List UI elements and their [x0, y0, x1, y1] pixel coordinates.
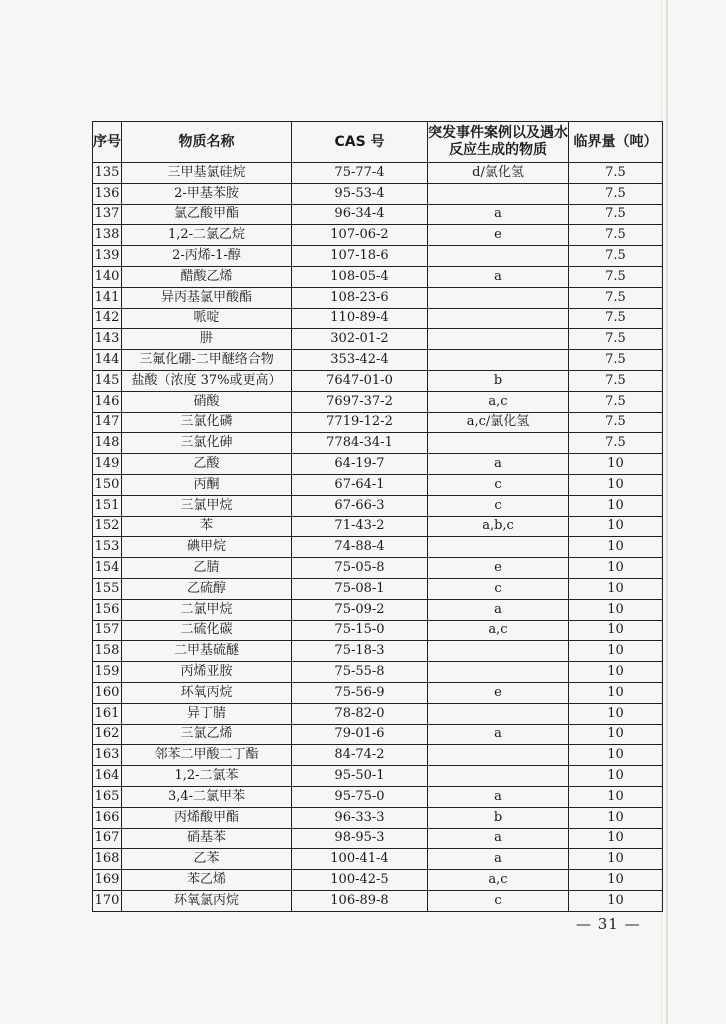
cell-serial-number: 167 — [93, 828, 122, 849]
cell-serial-number: 144 — [93, 350, 122, 371]
cell-cas-number: 95-50-1 — [292, 766, 428, 787]
cell-substance-name: 乙苯 — [122, 849, 292, 870]
page-edge-line — [666, 0, 668, 1024]
cell-cas-number: 75-05-8 — [292, 558, 428, 579]
cell-critical-quantity: 10 — [569, 537, 663, 558]
table-row — [93, 682, 663, 703]
cell-substance-name: 肼 — [122, 329, 292, 350]
cell-incident-case — [428, 433, 569, 454]
cell-critical-quantity: 10 — [569, 454, 663, 475]
cell-incident-case: a,c — [428, 620, 569, 641]
cell-critical-quantity: 10 — [569, 495, 663, 516]
cell-serial-number: 157 — [93, 620, 122, 641]
cell-serial-number: 159 — [93, 662, 122, 683]
cell-cas-number: 100-42-5 — [292, 870, 428, 891]
cell-critical-quantity: 10 — [569, 558, 663, 579]
cell-cas-number: 98-95-3 — [292, 828, 428, 849]
cell-incident-case — [428, 329, 569, 350]
hazardous-substances-table — [92, 121, 663, 912]
cell-serial-number: 135 — [93, 163, 122, 184]
cell-cas-number: 100-41-4 — [292, 849, 428, 870]
cell-incident-case: a — [428, 828, 569, 849]
cell-substance-name: 丙酮 — [122, 474, 292, 495]
cell-substance-name: 三氯乙烯 — [122, 724, 292, 745]
cell-cas-number: 7719-12-2 — [292, 412, 428, 433]
cell-serial-number: 139 — [93, 246, 122, 267]
header-serial-number: 序号 — [93, 122, 122, 163]
table-row — [93, 870, 663, 891]
table-row — [93, 370, 663, 391]
table-row — [93, 287, 663, 308]
header-cas-number: CAS 号 — [292, 122, 428, 163]
cell-incident-case: e — [428, 225, 569, 246]
table-row — [93, 183, 663, 204]
cell-substance-name: 醋酸乙烯 — [122, 266, 292, 287]
cell-substance-name: 三甲基氯硅烷 — [122, 163, 292, 184]
cell-substance-name: 三氯甲烷 — [122, 495, 292, 516]
cell-cas-number: 95-75-0 — [292, 786, 428, 807]
table-row — [93, 204, 663, 225]
cell-substance-name: 乙腈 — [122, 558, 292, 579]
cell-cas-number: 75-56-9 — [292, 682, 428, 703]
cell-cas-number: 108-23-6 — [292, 287, 428, 308]
table-row — [93, 350, 663, 371]
table-row — [93, 745, 663, 766]
cell-cas-number: 7697-37-2 — [292, 391, 428, 412]
table-row — [93, 246, 663, 267]
table-header-row — [93, 122, 663, 163]
cell-serial-number: 151 — [93, 495, 122, 516]
cell-serial-number: 162 — [93, 724, 122, 745]
cell-incident-case — [428, 537, 569, 558]
cell-critical-quantity: 7.5 — [569, 433, 663, 454]
table-row — [93, 266, 663, 287]
cell-substance-name: 异丙基氯甲酸酯 — [122, 287, 292, 308]
cell-substance-name: 二硫化碳 — [122, 620, 292, 641]
cell-incident-case — [428, 703, 569, 724]
cell-substance-name: 乙酸 — [122, 454, 292, 475]
cell-serial-number: 155 — [93, 578, 122, 599]
cell-substance-name: 乙硫醇 — [122, 578, 292, 599]
table-row — [93, 454, 663, 475]
cell-incident-case — [428, 308, 569, 329]
table-row — [93, 807, 663, 828]
cell-critical-quantity: 10 — [569, 786, 663, 807]
cell-cas-number: 67-64-1 — [292, 474, 428, 495]
cell-incident-case — [428, 350, 569, 371]
cell-substance-name: 3,4-二氯甲苯 — [122, 786, 292, 807]
cell-serial-number: 137 — [93, 204, 122, 225]
table-row — [93, 329, 663, 350]
cell-incident-case: a,c/氯化氢 — [428, 412, 569, 433]
cell-serial-number: 138 — [93, 225, 122, 246]
cell-incident-case: d/氯化氢 — [428, 163, 569, 184]
cell-critical-quantity: 10 — [569, 849, 663, 870]
cell-cas-number: 74-88-4 — [292, 537, 428, 558]
cell-cas-number: 75-77-4 — [292, 163, 428, 184]
cell-cas-number: 353-42-4 — [292, 350, 428, 371]
table-row — [93, 599, 663, 620]
cell-incident-case: a,b,c — [428, 516, 569, 537]
cell-serial-number: 149 — [93, 454, 122, 475]
cell-critical-quantity: 10 — [569, 828, 663, 849]
cell-cas-number: 64-19-7 — [292, 454, 428, 475]
cell-critical-quantity: 10 — [569, 578, 663, 599]
cell-cas-number: 106-89-8 — [292, 890, 428, 911]
cell-cas-number: 107-06-2 — [292, 225, 428, 246]
cell-critical-quantity: 7.5 — [569, 163, 663, 184]
cell-cas-number: 75-55-8 — [292, 662, 428, 683]
cell-incident-case: e — [428, 558, 569, 579]
cell-substance-name: 环氧氯丙烷 — [122, 890, 292, 911]
table-row — [93, 495, 663, 516]
table-row — [93, 578, 663, 599]
table-row — [93, 641, 663, 662]
cell-critical-quantity: 10 — [569, 745, 663, 766]
cell-incident-case: a — [428, 786, 569, 807]
table-row — [93, 537, 663, 558]
cell-critical-quantity: 10 — [569, 766, 663, 787]
cell-incident-case: c — [428, 495, 569, 516]
cell-cas-number: 67-66-3 — [292, 495, 428, 516]
cell-serial-number: 152 — [93, 516, 122, 537]
cell-serial-number: 136 — [93, 183, 122, 204]
cell-serial-number: 168 — [93, 849, 122, 870]
cell-serial-number: 161 — [93, 703, 122, 724]
cell-substance-name: 2-甲基苯胺 — [122, 183, 292, 204]
cell-cas-number: 75-15-0 — [292, 620, 428, 641]
cell-cas-number: 84-74-2 — [292, 745, 428, 766]
cell-critical-quantity: 10 — [569, 641, 663, 662]
cell-cas-number: 108-05-4 — [292, 266, 428, 287]
cell-incident-case: c — [428, 890, 569, 911]
cell-critical-quantity: 10 — [569, 724, 663, 745]
cell-substance-name: 硝酸 — [122, 391, 292, 412]
table-row — [93, 474, 663, 495]
table-row — [93, 225, 663, 246]
cell-incident-case — [428, 766, 569, 787]
cell-cas-number: 7784-34-1 — [292, 433, 428, 454]
cell-cas-number: 75-18-3 — [292, 641, 428, 662]
cell-cas-number: 71-43-2 — [292, 516, 428, 537]
cell-cas-number: 95-53-4 — [292, 183, 428, 204]
cell-incident-case: a — [428, 204, 569, 225]
cell-critical-quantity: 7.5 — [569, 329, 663, 350]
cell-critical-quantity: 10 — [569, 620, 663, 641]
cell-incident-case: a — [428, 599, 569, 620]
cell-substance-name: 氯乙酸甲酯 — [122, 204, 292, 225]
table-row — [93, 558, 663, 579]
cell-substance-name: 盐酸（浓度 37%或更高） — [122, 370, 292, 391]
cell-critical-quantity: 7.5 — [569, 287, 663, 308]
cell-substance-name: 丙烯酸甲酯 — [122, 807, 292, 828]
cell-serial-number: 142 — [93, 308, 122, 329]
table-row — [93, 516, 663, 537]
cell-serial-number: 169 — [93, 870, 122, 891]
header-critical-quantity: 临界量（吨） — [569, 122, 663, 163]
cell-critical-quantity: 10 — [569, 870, 663, 891]
cell-incident-case: b — [428, 807, 569, 828]
cell-incident-case — [428, 246, 569, 267]
cell-critical-quantity: 7.5 — [569, 412, 663, 433]
cell-serial-number: 164 — [93, 766, 122, 787]
cell-cas-number: 110-89-4 — [292, 308, 428, 329]
cell-incident-case — [428, 745, 569, 766]
cell-substance-name: 环氧丙烷 — [122, 682, 292, 703]
cell-substance-name: 1,2-二氯乙烷 — [122, 225, 292, 246]
cell-cas-number: 7647-01-0 — [292, 370, 428, 391]
cell-substance-name: 苯 — [122, 516, 292, 537]
header-incident-cases: 突发事件案例以及遇水反应生成的物质 — [428, 122, 569, 163]
cell-substance-name: 碘甲烷 — [122, 537, 292, 558]
cell-serial-number: 170 — [93, 890, 122, 911]
table-row — [93, 391, 663, 412]
cell-critical-quantity: 7.5 — [569, 370, 663, 391]
cell-serial-number: 160 — [93, 682, 122, 703]
cell-cas-number: 96-34-4 — [292, 204, 428, 225]
cell-critical-quantity: 7.5 — [569, 225, 663, 246]
cell-cas-number: 79-01-6 — [292, 724, 428, 745]
cell-cas-number: 96-33-3 — [292, 807, 428, 828]
table-row — [93, 620, 663, 641]
table-row — [93, 163, 663, 184]
cell-critical-quantity: 7.5 — [569, 266, 663, 287]
cell-incident-case — [428, 641, 569, 662]
cell-substance-name: 二甲基硫醚 — [122, 641, 292, 662]
cell-cas-number: 75-09-2 — [292, 599, 428, 620]
cell-serial-number: 148 — [93, 433, 122, 454]
cell-critical-quantity: 10 — [569, 807, 663, 828]
cell-critical-quantity: 7.5 — [569, 391, 663, 412]
page-number: — 31 — — [576, 915, 641, 933]
cell-substance-name: 三氯化砷 — [122, 433, 292, 454]
header-substance-name: 物质名称 — [122, 122, 292, 163]
cell-incident-case: c — [428, 474, 569, 495]
table-row — [93, 308, 663, 329]
cell-serial-number: 165 — [93, 786, 122, 807]
table-row — [93, 786, 663, 807]
cell-critical-quantity: 10 — [569, 682, 663, 703]
cell-critical-quantity: 7.5 — [569, 204, 663, 225]
cell-substance-name: 苯乙烯 — [122, 870, 292, 891]
cell-critical-quantity: 7.5 — [569, 246, 663, 267]
cell-serial-number: 153 — [93, 537, 122, 558]
cell-critical-quantity: 7.5 — [569, 183, 663, 204]
cell-incident-case: e — [428, 682, 569, 703]
cell-substance-name: 邻苯二甲酸二丁酯 — [122, 745, 292, 766]
cell-serial-number: 150 — [93, 474, 122, 495]
cell-serial-number: 154 — [93, 558, 122, 579]
table-row — [93, 724, 663, 745]
cell-incident-case: a — [428, 266, 569, 287]
table-row — [93, 766, 663, 787]
cell-critical-quantity: 10 — [569, 474, 663, 495]
cell-substance-name: 三氟化硼-二甲醚络合物 — [122, 350, 292, 371]
cell-incident-case: a,c — [428, 391, 569, 412]
table-row — [93, 662, 663, 683]
cell-critical-quantity: 10 — [569, 662, 663, 683]
cell-incident-case: a — [428, 849, 569, 870]
cell-cas-number: 78-82-0 — [292, 703, 428, 724]
table-row — [93, 412, 663, 433]
cell-substance-name: 哌啶 — [122, 308, 292, 329]
cell-substance-name: 二氯甲烷 — [122, 599, 292, 620]
cell-serial-number: 166 — [93, 807, 122, 828]
table-row — [93, 890, 663, 911]
cell-incident-case — [428, 287, 569, 308]
cell-incident-case — [428, 183, 569, 204]
cell-incident-case: a,c — [428, 870, 569, 891]
cell-critical-quantity: 7.5 — [569, 350, 663, 371]
cell-serial-number: 147 — [93, 412, 122, 433]
cell-serial-number: 143 — [93, 329, 122, 350]
cell-cas-number: 107-18-6 — [292, 246, 428, 267]
cell-incident-case: a — [428, 454, 569, 475]
cell-serial-number: 140 — [93, 266, 122, 287]
cell-substance-name: 硝基苯 — [122, 828, 292, 849]
cell-substance-name: 丙烯亚胺 — [122, 662, 292, 683]
table-row — [93, 849, 663, 870]
cell-substance-name: 1,2-二氯苯 — [122, 766, 292, 787]
cell-incident-case — [428, 662, 569, 683]
cell-serial-number: 146 — [93, 391, 122, 412]
cell-serial-number: 158 — [93, 641, 122, 662]
cell-critical-quantity: 10 — [569, 890, 663, 911]
cell-critical-quantity: 10 — [569, 599, 663, 620]
cell-serial-number: 156 — [93, 599, 122, 620]
cell-serial-number: 145 — [93, 370, 122, 391]
cell-serial-number: 141 — [93, 287, 122, 308]
cell-critical-quantity: 10 — [569, 703, 663, 724]
cell-cas-number: 302-01-2 — [292, 329, 428, 350]
cell-substance-name: 2-丙烯-1-醇 — [122, 246, 292, 267]
cell-critical-quantity: 10 — [569, 516, 663, 537]
table-row — [93, 703, 663, 724]
cell-incident-case: c — [428, 578, 569, 599]
table-row — [93, 433, 663, 454]
cell-incident-case: a — [428, 724, 569, 745]
cell-incident-case: b — [428, 370, 569, 391]
cell-cas-number: 75-08-1 — [292, 578, 428, 599]
cell-critical-quantity: 7.5 — [569, 308, 663, 329]
cell-substance-name: 异丁腈 — [122, 703, 292, 724]
cell-substance-name: 三氯化磷 — [122, 412, 292, 433]
cell-serial-number: 163 — [93, 745, 122, 766]
table-row — [93, 828, 663, 849]
